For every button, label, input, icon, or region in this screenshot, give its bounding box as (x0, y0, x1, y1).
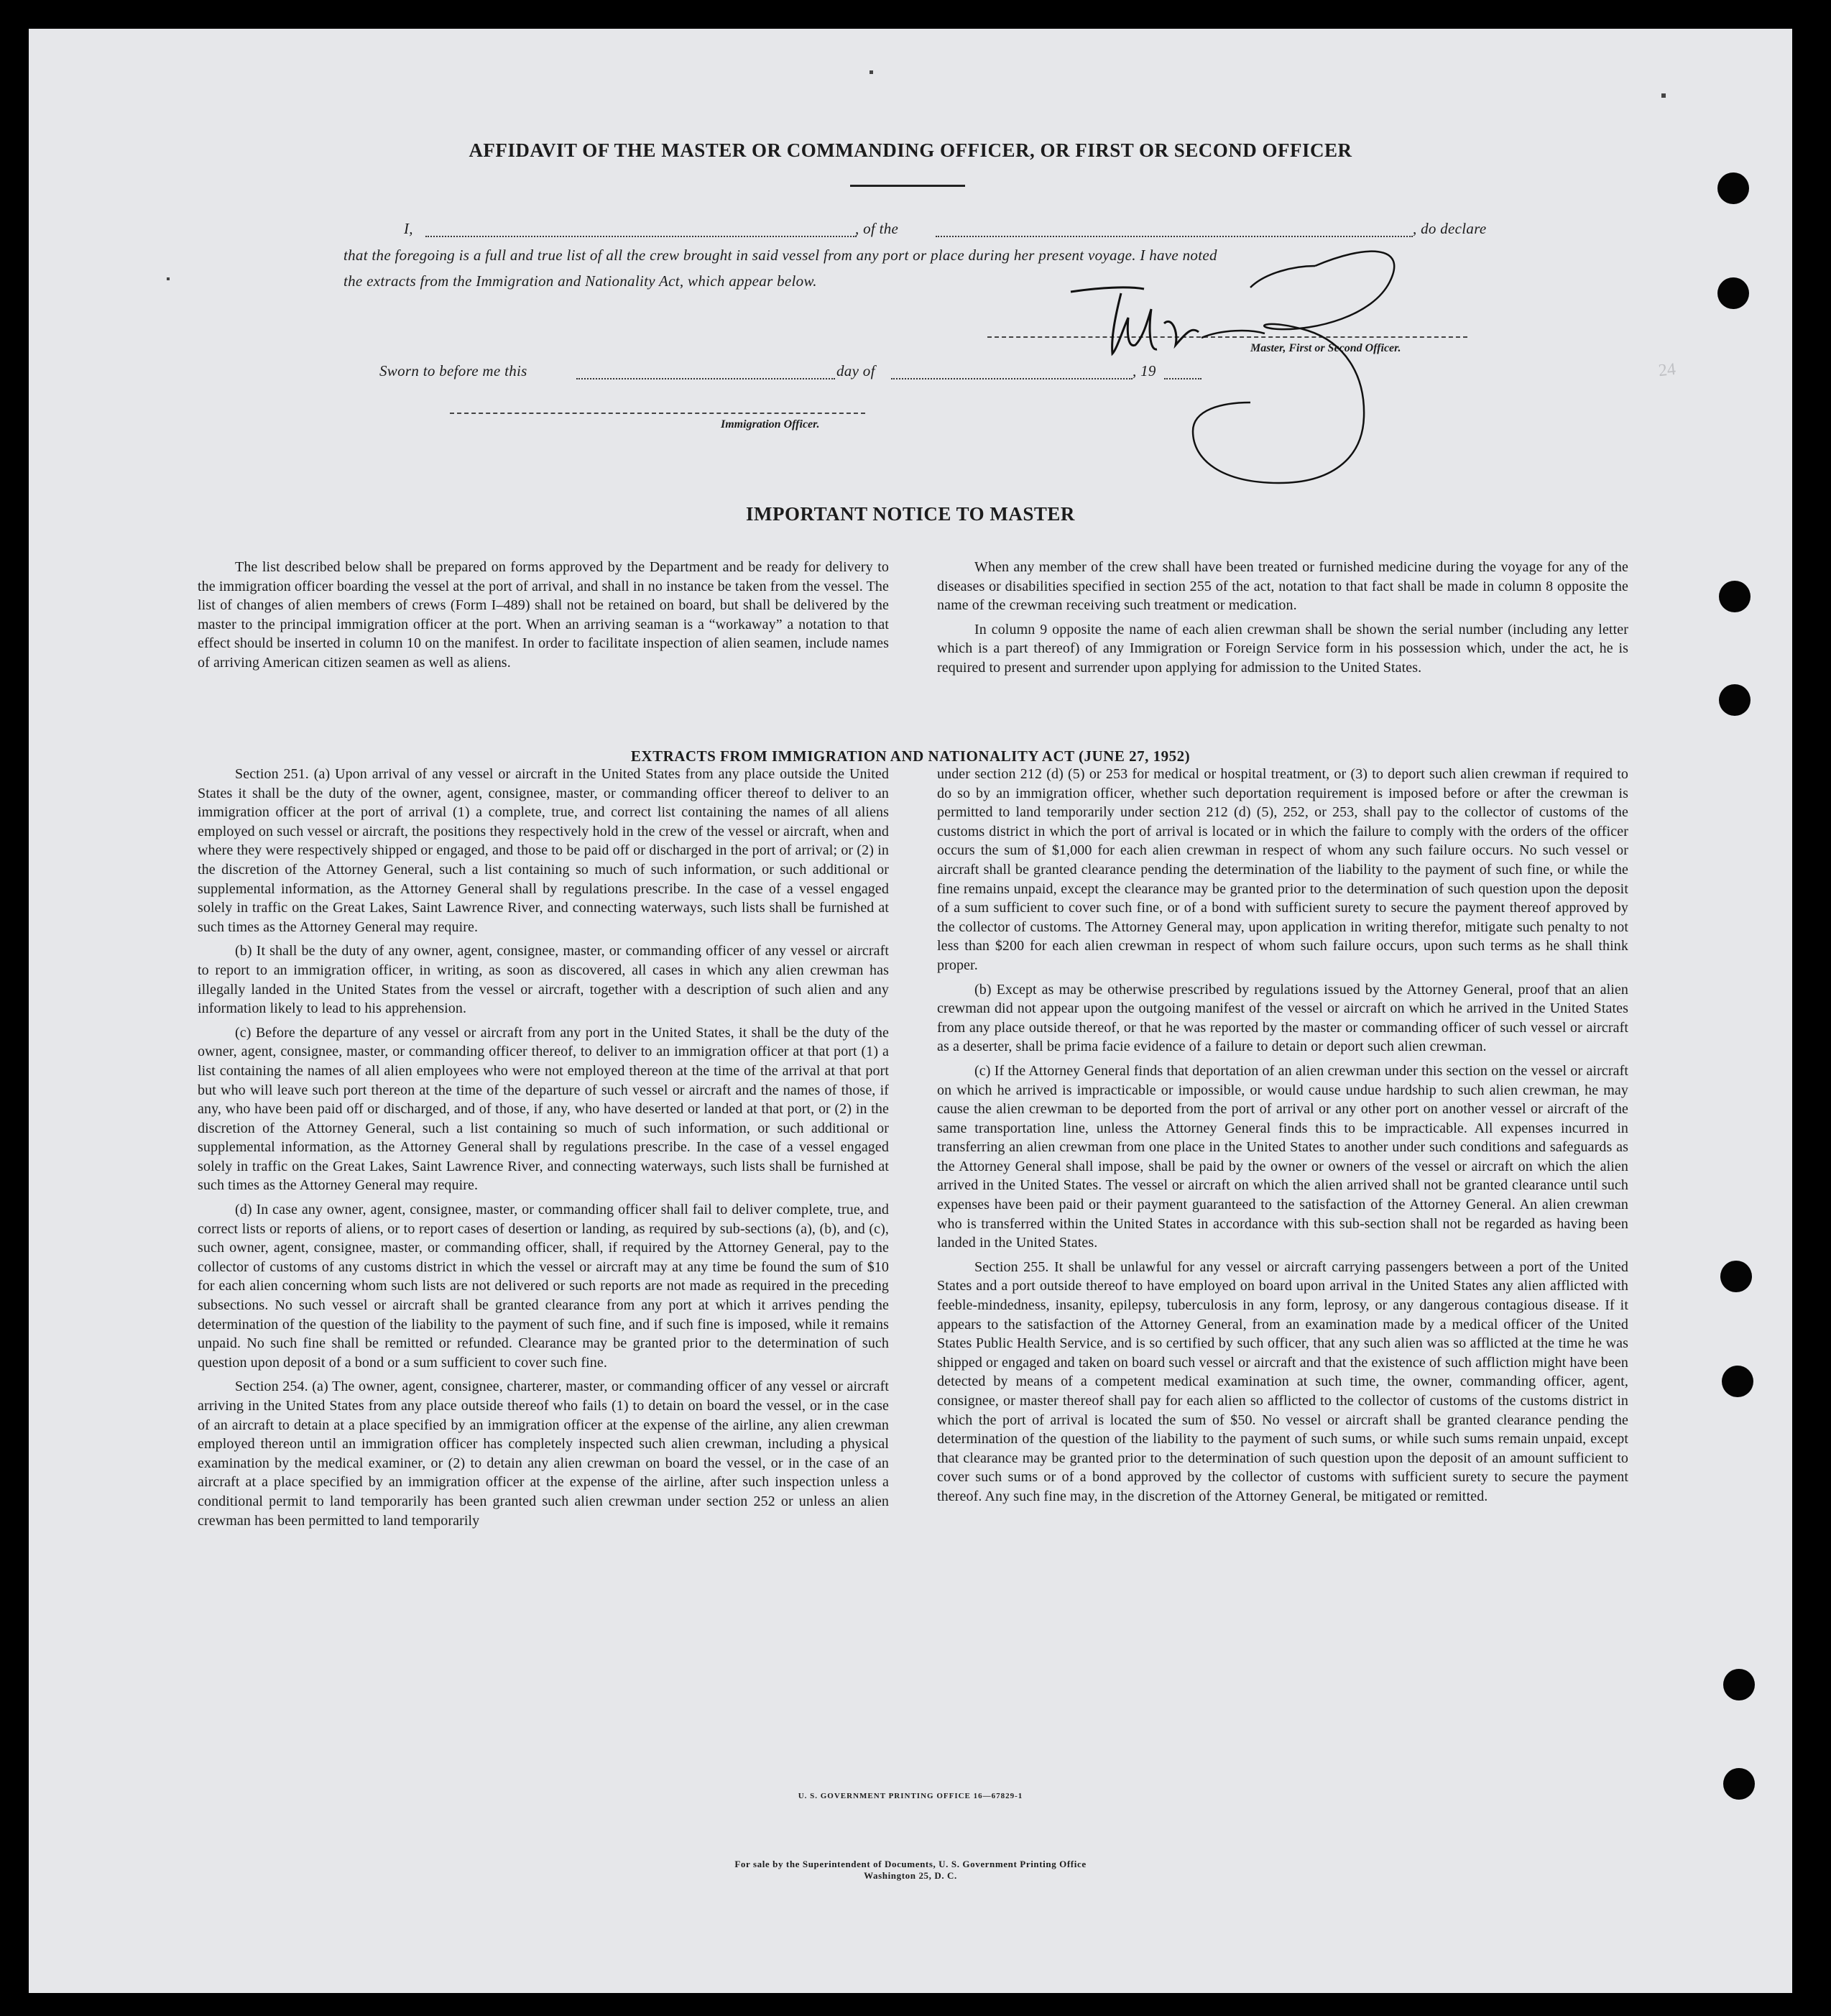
notice-paragraph: When any member of the crew shall have been treated or furnished medicine during the voyage for any of the diseases or disabilities specified in section 255 of the act, notation to that fact shall be made in column 8 opposite the name of the crewman receiving such treatment or medication. (937, 559, 1628, 614)
handwritten-signature (29, 29, 1792, 532)
day-of-label: day of (836, 362, 875, 379)
statute-paragraph: (b) Except as may be otherwise prescribed by regulations issued by the Attorney General, proof that an alien crewman did not appear upon the outgoing manifest of the vessel or aircraft on which he arrived in the United States from any place outside thereof, or that he was reported by the master or commanding officer of such vessel or aircraft as a deserter, shall be prima facie evidence of a failure to detain or deport such alien crewman. (937, 981, 1628, 1055)
sworn-label: Sworn to before me this (379, 362, 527, 379)
declarant-prefix: I, (404, 220, 413, 237)
statute-paragraph: Section 255. It shall be unlawful for any vessel or aircraft carrying passengers between a port of the United States and a port outside thereof to have employed on board upon arrival in the United States any alien afflicted with feeble-mindedness, insanity, epilepsy, tuberculosis in any form, leprosy, or any dangerous contagious disease. If it appears to the satisfaction of the Attorney General, from an examination made by a medical officer of the United States Public Health Service, and is so certified by such officer, that any such alien was so afflicted at the time he was shipped or engaged and taken on board such vessel or aircraft and that the existence of such affliction might have been detected by means of a competent medical examination at such time, the owner, commanding officer, agent, consignee, or master thereof shall pay for each alien so afflicted to the collector of customs of the customs district in which the port of arrival is located the sum of $50. No vessel or aircraft shall be granted clearance pending the determination of the question of the liability to the payment of such sums, or while such sums remain unpaid, except that clearance may be granted prior to the determination of such question upon the deposit of an amount sufficient to cover such sums or of a bond approved by the collector of customs with sufficient surety to secure the payment thereof. Any such fine may, in the discretion of the Attorney General, be mitigated or remitted. (937, 1258, 1628, 1504)
printing-office-imprint: U. S. GOVERNMENT PRINTING OFFICE 16—67829-1 (798, 1792, 1023, 1800)
notice-right-column (937, 558, 1628, 678)
binder-hole (1720, 1261, 1752, 1292)
statute-paragraph: (d) In case any owner, agent, consignee, master, or commanding officer shall fail to deliver complete, true, and correct lists or reports of aliens, or to report cases of desertion or landing, as required by sub-sections (a), (b), and (c), such owner, agent, consignee, master, or commanding officer, shall, if required by the Attorney General, pay to the collector of customs of any customs district in which the vessel or aircraft may at any time be found the sum of $10 for each alien concerning whom such lists are not delivered or such reports are not made as required in the preceding subsections. No such vessel or aircraft shall be granted clearance from any port at which it arrives pending the determination of the question of the liability to the payment of such fine, and if such fine is imposed, while it remains unpaid. No such fine shall be remitted or refunded. Clearance may be granted prior to the determination of such question upon deposit of a bond or a sum sufficient to cover such fine. (198, 1202, 889, 1371)
binder-hole (1722, 1366, 1753, 1397)
statute-paragraph: (c) Before the departure of any vessel or aircraft from any port in the United States, it shall be the duty of the owner, agent, consignee, master, or commanding officer thereof, to deliver to an immigration officer at that port (1) a list containing the names of all alien employees who were not employed thereon at the time of the arrival at that port but who will leave such port thereon at the time of the departure of such vessel or aircraft and the names of those, if any, who have been paid off or discharged, and of those, if any, who have deserted or landed at that port, or (2) in the discretion of the Attorney General, such a list containing so much of such information, or such additional or supplemental information, as the Attorney General shall by regulations prescribe. In the case of a vessel engaged solely in traffic on the Great Lakes, Saint Lawrence River, and connecting waterways, such lists shall be furnished at such times as the Attorney General may require. (198, 1024, 889, 1194)
of-the-label: , of the (855, 220, 899, 237)
binder-hole (1723, 1669, 1755, 1700)
year-label: , 19 (1133, 362, 1156, 379)
signature-caption: Master, First or Second Officer. (1250, 342, 1401, 354)
notice-paragraph: In column 9 opposite the name of each alien crewman shall be shown the serial number (including any letter which is a part thereof) of any Immigration or Foreign Service form in his possession which, under the act, he is required to present and surrender upon applying for admission to the United States. (937, 621, 1628, 676)
declaration-line: that the foregoing is a full and true list of all the crew brought in said vessel from any port or place during her present voyage. I have noted (343, 247, 1217, 264)
notice-left-column (198, 558, 889, 673)
statute-paragraph: under section 212 (d) (5) or 253 for medical or hospital treatment, or (3) to deport such alien crewman if required to do so by an immigration officer, whether such deportation requirement is imposed before or after the crewman is permitted to land temporarily under section 212 (d) (5), 252, or 253, shall pay to the collector of customs of the customs district in which the port of arrival is located or in which the failure to comply with the orders of the officer occurs the sum of $1,000 for each alien crewman in respect of whom any such failure occurs. No such vessel or aircraft shall be granted clearance pending the determination of the liability to the payment of such fine, or while the fine remains unpaid, except the clearance may be granted prior to the determination of such question upon the deposit of a sum sufficient to cover such fine, or of a bond with sufficient surety to secure the payment thereof approved by the collector of customs. The Attorney General may, upon application in writing therefor, mitigate such penalty to not less than $200 for each alien crewman in respect of whom such failure occurs, upon such terms as he shall think proper. (937, 766, 1628, 973)
extracts-left-column (198, 765, 889, 1530)
extracts-title: EXTRACTS FROM IMMIGRATION AND NATIONALITY ACT (JUNE 27, 1952) (630, 747, 1191, 765)
binder-hole (1719, 684, 1751, 716)
margin-note: 24 (1657, 359, 1677, 381)
form-page (29, 29, 1792, 1993)
footer-sale-line: For sale by the Superintendent of Documents, U. S. Government Printing Office (734, 1859, 1087, 1869)
extracts-right-column (937, 765, 1628, 1506)
officer-caption: Immigration Officer. (721, 418, 820, 431)
declare-label: , do declare (1413, 220, 1487, 237)
statute-paragraph: Section 251. (a) Upon arrival of any vessel or aircraft in the United States from any place outside the United States it shall be the duty of the owner, agent, consignee, master, or commanding officer thereof to deliver to an immigration officer at the port of arrival (1) a complete, true, and correct list containing the names of all aliens employed on such vessel or aircraft, the positions they respectively hold in the crew of the vessel or aircraft, when and where they were respectively shipped or engaged, and those to be paid off or discharged in the port of arrival; or (2) in the discretion of the Attorney General, such a list containing so much of such information, or such additional or supplemental information, as the Attorney General shall by regulations prescribe. In the case of a vessel engaged solely in traffic on the Great Lakes, Saint Lawrence River, and connecting waterways, such lists shall be furnished at such times as the Attorney General may require. (198, 766, 889, 935)
notice-paragraph: The list described below shall be prepared on forms approved by the Department and be ready for delivery to the immigration officer boarding the vessel at the port of arrival, and shall in no instance be taken from the vessel. The list of changes of alien members of crews (Form I–489) shall not be retained on board, but shall be delivered by the master to the principal immigration officer at the port. When an arriving seaman is a “workaway” a notation to that effect should be inserted in column 10 on the manifest. In order to facilitate inspection of alien seamen, include names of arriving American citizen seamen as well as aliens. (198, 559, 889, 671)
affidavit-title: AFFIDAVIT OF THE MASTER OR COMMANDING OFFICER, OR FIRST OR SECOND OFFICER (469, 139, 1352, 161)
statute-paragraph: (b) It shall be the duty of any owner, agent, consignee, master, or commanding officer of any vessel or aircraft to report to an immigration officer, in writing, as soon as discovered, all cases in which any alien crewman has illegally landed in the United States from the vessel or aircraft, together with a description of such alien and any information likely to lead to his apprehension. (198, 943, 889, 1017)
notice-title: IMPORTANT NOTICE TO MASTER (746, 503, 1075, 525)
footer-address-line: Washington 25, D. C. (864, 1870, 957, 1881)
declaration-line-2: the extracts from the Immigration and Nationality Act, which appear below. (343, 272, 817, 290)
statute-paragraph: (c) If the Attorney General finds that deportation of an alien crewman under this section on the vessel or aircraft on which he arrived is impracticable or impossible, or would cause undue hardship to such alien crewman, he may cause the alien crewman to be deported from the port of arrival or any other port on another vessel or aircraft of the same transportation line, unless the Attorney General finds this to be impracticable. All expenses incurred in transferring an alien crewman from one place in the United States to another under such conditions and safeguards as the Attorney General shall impose, shall be paid by the owner or owners of the vessel or aircraft on which the alien arrived in the United States. The vessel or aircraft on which the alien arrived shall not be granted clearance until such expenses have been paid or their payment guaranteed to the satisfaction of the Attorney General. An alien crewman who is transferred within the United States in accordance with this sub-section shall not be regarded as having been landed in the United States. (937, 1062, 1628, 1251)
binder-hole (1719, 581, 1751, 612)
statute-paragraph: Section 254. (a) The owner, agent, consignee, charterer, master, or commanding officer of any vessel or aircraft arriving in the United States from any place outside thereof who fails (1) to detain on board the vessel, or in the case of an aircraft to detain at a place specified by an immigration officer at the expense of the airline, any alien crewman employed thereon until an immigration officer has completely inspected such alien crewman, including a physical examination by the medical examiner, or (2) to detain any alien crewman on board the vessel, or in the case of an aircraft at a place specified by an immigration officer at the expense of the airline, after such inspection unless a conditional permit to land temporarily has been granted such alien crewman under section 252 or unless an alien crewman has been permitted to land temporarily (198, 1378, 889, 1529)
